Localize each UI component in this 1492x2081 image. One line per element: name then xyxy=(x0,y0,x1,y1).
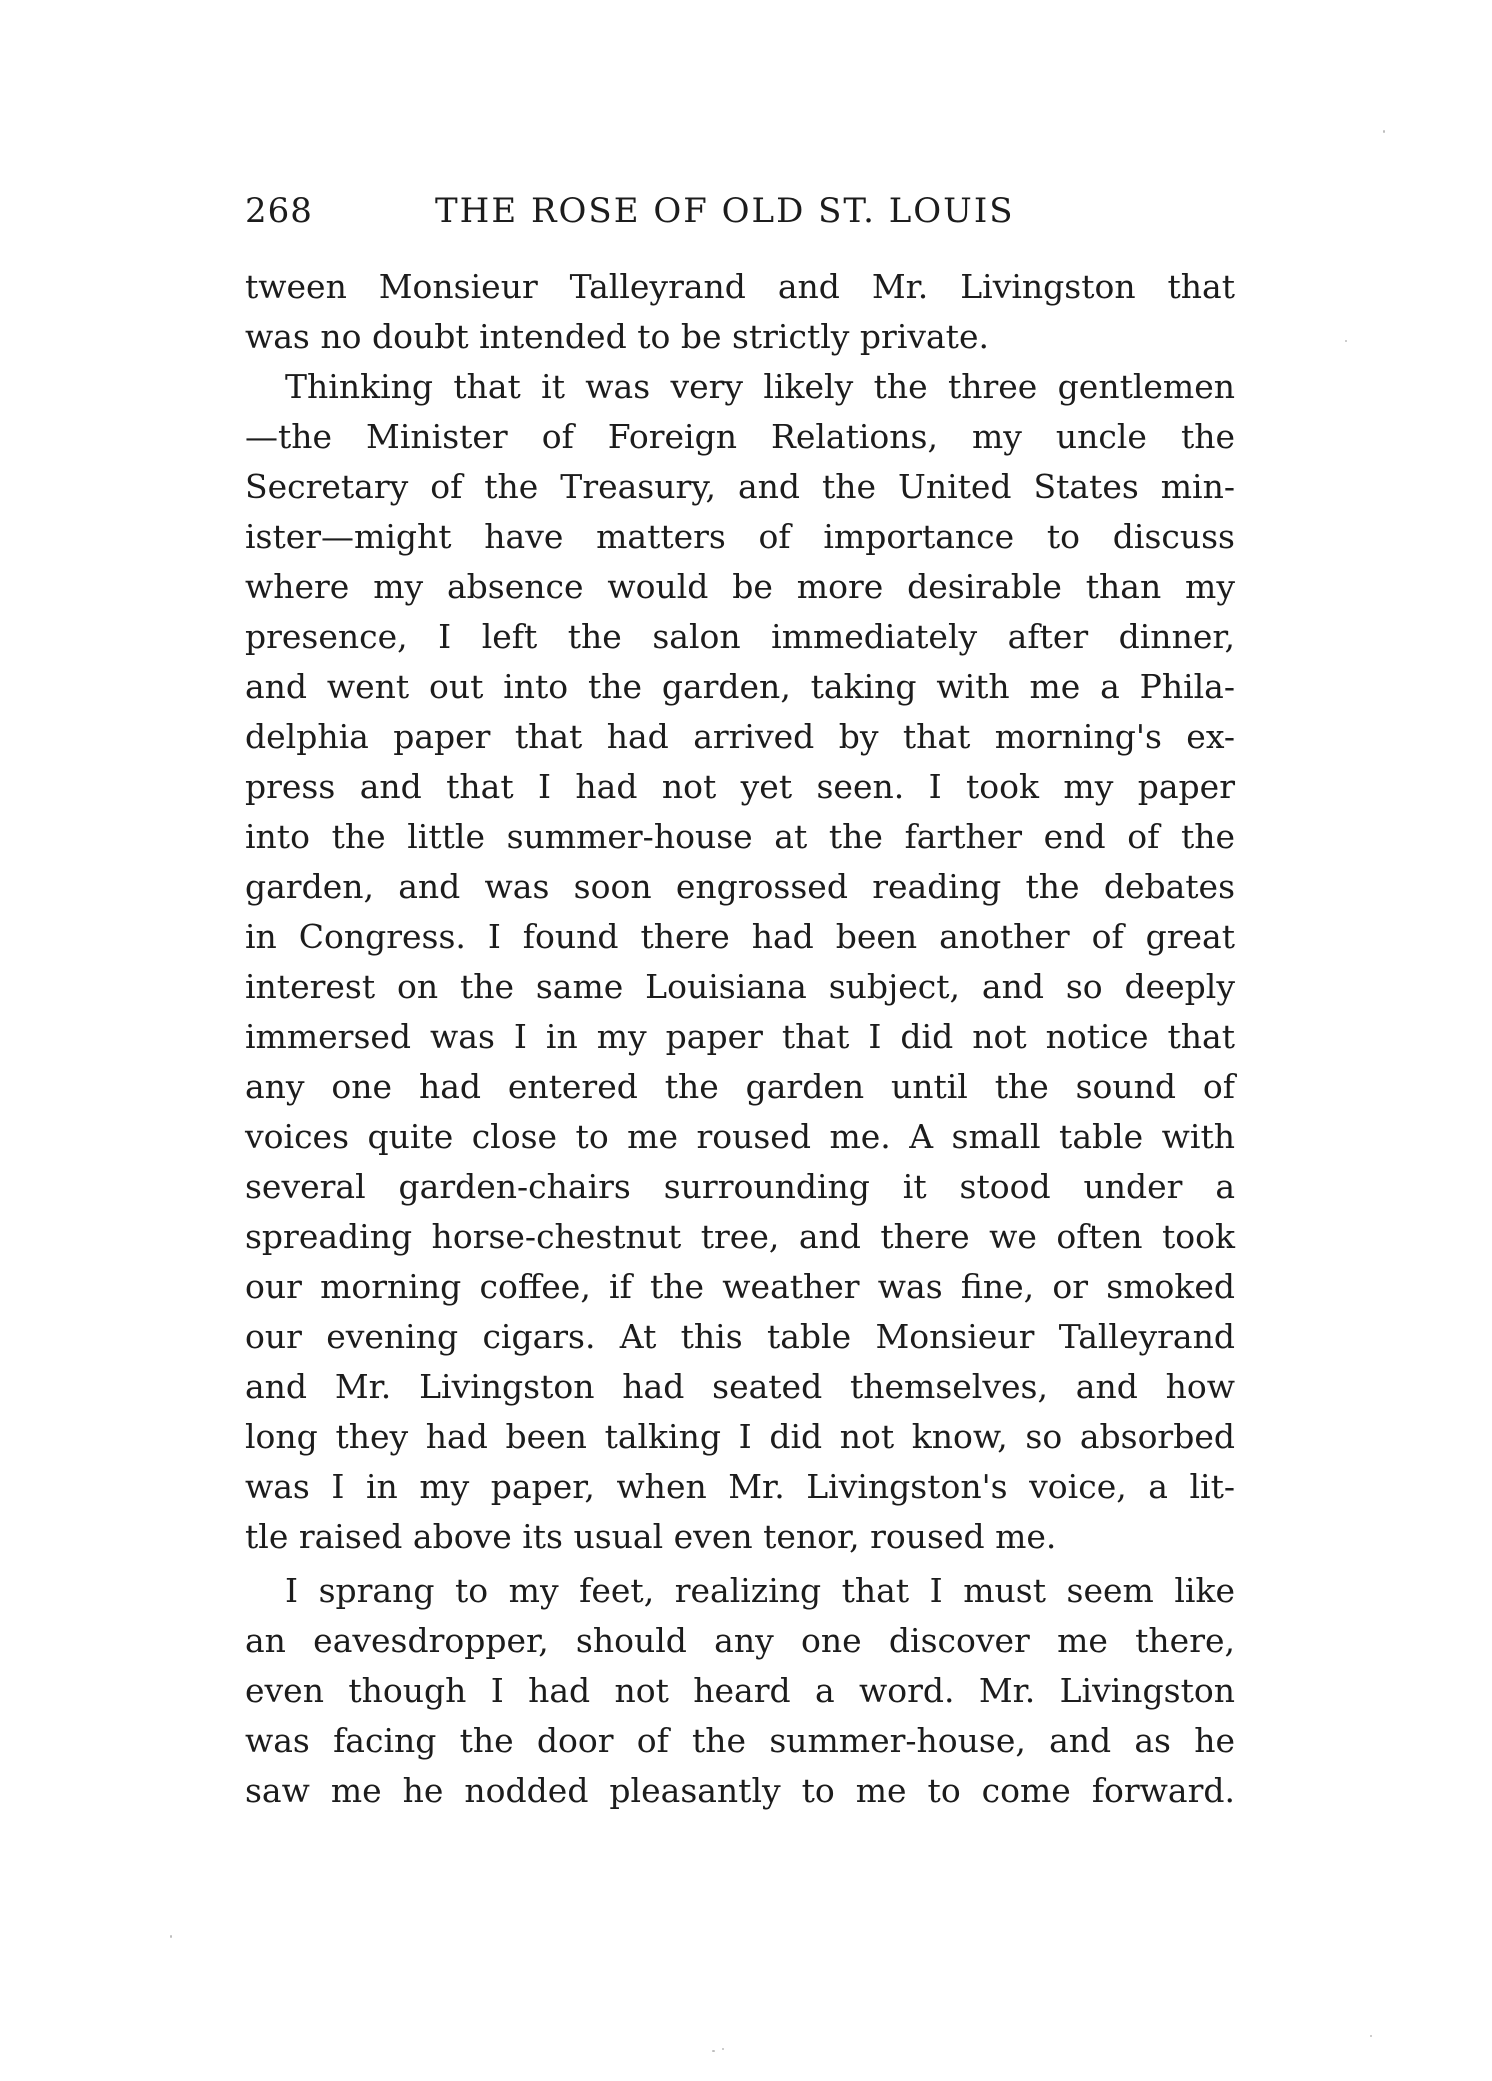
text-line: was facing the door of the summer-house, and as he xyxy=(245,1721,1235,1760)
text-line: and Mr. Livingston had seated themselves, and how xyxy=(245,1367,1235,1406)
page-header xyxy=(245,186,1235,236)
text-line: Thinking that it was very likely the three gentlemen xyxy=(285,367,1235,406)
paper-speck xyxy=(1345,340,1347,342)
text-line: —the Minister of Foreign Relations, my uncle the xyxy=(245,417,1235,456)
text-line: our morning coffee, if the weather was fine, or smoked xyxy=(245,1267,1235,1306)
text-line: and went out into the garden, taking with me a Phila- xyxy=(245,667,1235,706)
text-line: I sprang to my feet, realizing that I must seem like xyxy=(285,1571,1235,1610)
paper-speck xyxy=(712,2050,715,2052)
paragraph xyxy=(245,262,1235,362)
text-line: tween Monsieur Talleyrand and Mr. Livingston that xyxy=(245,267,1235,306)
text-line: in Congress. I found there had been another of great xyxy=(245,917,1235,956)
text-line: interest on the same Louisiana subject, and so deeply xyxy=(245,967,1235,1006)
text-line: long they had been talking I did not know, so absorbed xyxy=(245,1417,1235,1456)
body-text xyxy=(245,262,1235,1816)
paper-speck xyxy=(170,1935,172,1938)
paragraph xyxy=(245,1566,1235,1816)
text-line: garden, and was soon engrossed reading the debates xyxy=(245,867,1235,906)
paper-speck xyxy=(1383,130,1385,133)
paper-speck xyxy=(722,2048,724,2050)
paper-speck xyxy=(1370,2035,1372,2037)
text-line: presence, I left the salon immediately after dinner, xyxy=(245,617,1235,656)
running-title: THE ROSE OF OLD ST. LOUIS xyxy=(435,191,1015,231)
text-line: saw me he nodded pleasantly to me to come forward. xyxy=(245,1771,1235,1810)
text-line: into the little summer-house at the farther end of the xyxy=(245,817,1235,856)
text-line: was no doubt intended to be strictly private. xyxy=(245,317,989,356)
paragraph xyxy=(245,362,1235,1562)
text-line: Secretary of the Treasury, and the United States min- xyxy=(245,467,1235,506)
page-number: 268 xyxy=(245,191,313,231)
text-line: tle raised above its usual even tenor, roused me. xyxy=(245,1517,1057,1556)
text-line: was I in my paper, when Mr. Livingston's voice, a lit- xyxy=(245,1467,1235,1506)
text-line: several garden-chairs surrounding it stood under a xyxy=(245,1167,1235,1206)
text-line: immersed was I in my paper that I did not notice that xyxy=(245,1017,1235,1056)
text-line: even though I had not heard a word. Mr. Livingston xyxy=(245,1671,1235,1710)
text-line: ister—might have matters of importance to discuss xyxy=(245,517,1235,556)
text-line: voices quite close to me roused me. A small table with xyxy=(245,1117,1235,1156)
text-line: press and that I had not yet seen. I took my paper xyxy=(245,767,1235,806)
text-line: any one had entered the garden until the sound of xyxy=(245,1067,1235,1106)
text-line: where my absence would be more desirable than my xyxy=(245,567,1235,606)
text-line: our evening cigars. At this table Monsieur Talleyrand xyxy=(245,1317,1235,1356)
text-line: an eavesdropper, should any one discover me there, xyxy=(245,1621,1235,1660)
text-line: spreading horse-chestnut tree, and there we often took xyxy=(245,1217,1235,1256)
text-line: delphia paper that had arrived by that morning's ex- xyxy=(245,717,1235,756)
